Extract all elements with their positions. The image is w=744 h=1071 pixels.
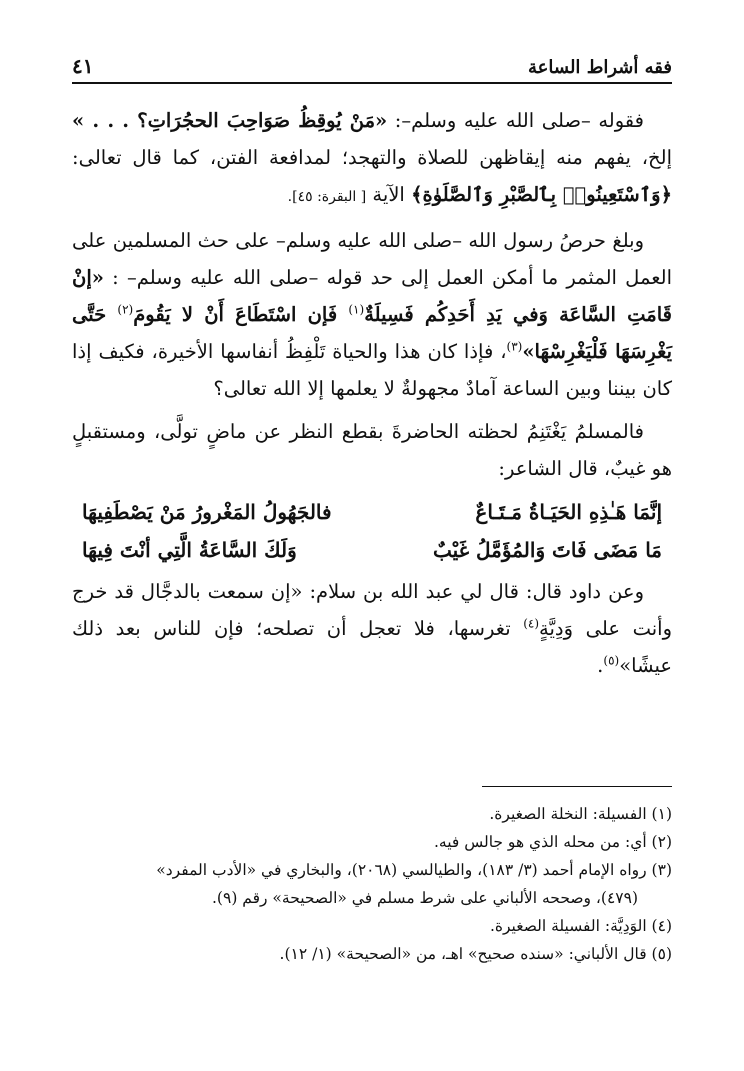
text-span: تغرسها، فلا تعجل أن تصلحه؛ فإن للناس بعد ذلك عيشًا» [72, 617, 672, 677]
footnote-divider [482, 786, 672, 787]
text-span: فقوله –صلى الله عليه وسلم–: [387, 109, 644, 132]
poem-hemistich-right: إنَّمَا هَـٰذِهِ الحَيَـاةُ مَـتَـاعٌ [475, 500, 662, 524]
text-span: . [597, 654, 604, 677]
hadith-quote: فَإن اسْتَطَاعَ أَنْ لا يَقُومَ [133, 303, 349, 326]
body-text [72, 102, 672, 690]
header-title: فقه أشراط الساعة [528, 57, 672, 78]
poem-hemistich-left: فالجَهُولُ المَغْرورُ مَنْ يَصْطَفِيهَا [82, 500, 332, 524]
paragraph-3: فالمسلمُ يَغْتَنِمُ لحظته الحاضرةَ بقطع النظر عن ماضٍ تولَّى، ومستقبلٍ هو غيبٌ، قال الشاعر: [72, 420, 672, 480]
text-span: الآية [366, 183, 412, 206]
footnote-ref[interactable]: (١) [348, 302, 365, 317]
page-number: ٤١ [72, 54, 94, 78]
hadith-quote: حَتَّى يَغْرِسَهَا فَلْيَغْرِسْهَا» [72, 303, 673, 363]
footnote-ref[interactable]: (٤) [523, 616, 540, 631]
poem-line [72, 493, 672, 531]
paragraph-1 [72, 102, 672, 216]
footnote: (٣) رواه الإمام أحمد (٣/ ١٨٣)، والطيالسي (٢٠٦٨)، والبخاري في «الأدب المفرد» [156, 861, 672, 879]
paragraph-2 [72, 222, 672, 407]
footnote: (٤) الوَدِيَّة: الفسيلة الصغيرة. [489, 917, 672, 935]
poem-hemistich-right: مَا مَضَى فَاتَ وَالمُؤَمَّلُ غَيْبٌ [432, 538, 662, 562]
running-header [72, 48, 672, 84]
text-span: إلخ، يفهم منه إيقاظهن للصلاة والتهجد؛ لمدافعة الفتن، كما قال تعالى: [72, 146, 672, 169]
hadith-quote: «إنْ قَامَتِ السَّاعَة وَفي يَدِ أَحَدِكُم فَسِيلَةٌ [72, 266, 672, 326]
text-span: ، فإذا كان هذا والحياة تَلْفِظُ أنفاسها الأخيرة، فكيف إذا كان بيننا وبين الساعة آمادٌ مجهولةٌ لا يعلمها إلا الله تعالى؟ [72, 340, 672, 400]
poem [72, 493, 672, 569]
poem-line [72, 531, 672, 569]
footnote-ref[interactable]: (٥) [603, 653, 620, 668]
hadith-quote: «مَنْ يُوقِظُ صَوَاحِبَ الحجُرَاتِ؟ . . . » [72, 109, 388, 132]
footnote-continuation: (٤٧٩)، وصححه الألباني على شرط مسلم في «الصحيحة» رقم (٩). [212, 889, 638, 907]
quran-verse: ﴿وَٱسْتَعِينُوا۟ بِٱلصَّبْرِ وَٱلصَّلَوٰةِ﴾ [411, 183, 672, 206]
footnote-ref[interactable]: (٣) [506, 339, 523, 354]
paragraph-4 [72, 573, 672, 684]
verse-reference: [ البقرة: ٤٥]. [287, 189, 367, 205]
footnotes [72, 800, 672, 968]
text-span: وعن داود قال: قال لي عبد الله بن سلام: «إن سمعت بالدجَّال قد خرج وأنت على وَدِيَّةٍ [72, 580, 672, 640]
footnote: (١) الفسيلة: النخلة الصغيرة. [489, 805, 672, 823]
text-span: وبلغ حرصُ رسول الله –صلى الله عليه وسلم– على حث المسلمين على العمل المثمر ما أمكن العمل إلى حد قوله –صلى الله عليه وسلم– : [72, 229, 672, 289]
footnote: (٥) قال الألباني: «سنده صحيح» اهـ، من «الصحيحة» (١/ ١٢). [279, 945, 672, 963]
footnote: (٢) أي: من محله الذي هو جالس فيه. [433, 833, 672, 851]
footnote-ref[interactable]: (٢) [117, 302, 134, 317]
poem-hemistich-left: وَلَكَ السَّاعَةُ الَّتِي أنْتَ فِيهَا [82, 538, 297, 562]
